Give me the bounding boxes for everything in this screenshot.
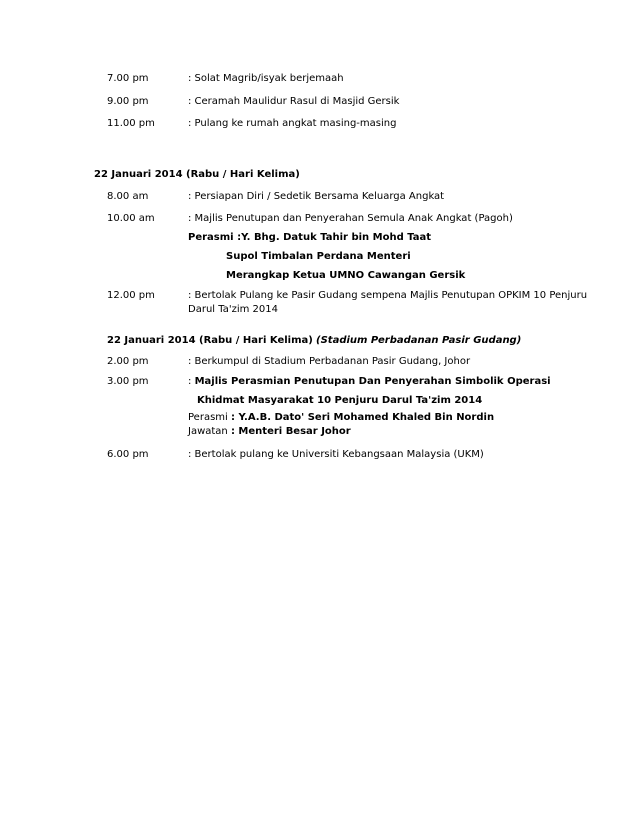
day-heading-date: 22 Januari 2014 (Rabu / Hari Kelima) xyxy=(107,335,313,346)
day-heading: 22 Januari 2014 (Rabu / Hari Kelima) xyxy=(94,169,300,180)
time-10am: 10.00 am xyxy=(107,213,155,224)
colon: : xyxy=(188,376,195,387)
jawatan-value: : Menteri Besar Johor xyxy=(230,426,351,437)
time-8am: 8.00 am xyxy=(107,191,149,202)
perasmi-label: Perasmi xyxy=(188,412,231,423)
day-heading-venue: (Stadium Perbadanan Pasir Gudang) xyxy=(316,335,522,346)
time-11pm: 11.00 pm xyxy=(107,118,155,129)
jawatan-label: Jawatan xyxy=(188,426,231,437)
activity-ceramah: : Ceramah Maulidur Rasul di Masjid Gersik xyxy=(188,96,400,107)
activity-solat: : Solat Magrib/isyak berjemaah xyxy=(188,73,344,84)
activity-bertolak-line2: Darul Ta'zim 2014 xyxy=(188,304,278,315)
activity-berkumpul: : Berkumpul di Stadium Perbadanan Pasir Gudang, Johor xyxy=(188,356,471,367)
perasmi-row xyxy=(188,412,494,423)
perasmi-name: Perasmi :Y. Bhg. Datuk Tahir bin Mohd Taat xyxy=(188,232,432,243)
activity-pulang: : Pulang ke rumah angkat masing-masing xyxy=(188,118,397,129)
activity-persiapan: : Persiapan Diri / Sedetik Bersama Keluarga Angkat xyxy=(188,191,445,202)
time-12pm: 12.00 pm xyxy=(107,290,155,301)
perasmi-value: : Y.A.B. Dato' Seri Mohamed Khaled Bin Nordin xyxy=(230,412,495,423)
time-6pm: 6.00 pm xyxy=(107,449,149,460)
time-2pm: 2.00 pm xyxy=(107,356,149,367)
majlis-title-line1: Majlis Perasmian Penutupan Dan Penyerahan Simbolik Operasi xyxy=(194,376,551,387)
time-9pm: 9.00 pm xyxy=(107,96,149,107)
perasmi-title-2: Merangkap Ketua UMNO Cawangan Gersik xyxy=(226,270,466,281)
activity-bertolak-line1: : Bertolak Pulang ke Pasir Gudang sempena Majlis Penutupan OPKIM 10 Penjuru xyxy=(188,290,588,301)
perasmi-title: Supol Timbalan Perdana Menteri xyxy=(226,251,411,262)
time-7pm: 7.00 pm xyxy=(107,73,149,84)
majlis-title-line2: Khidmat Masyarakat 10 Penjuru Darul Ta'zim 2014 xyxy=(197,395,483,406)
jawatan-row xyxy=(188,426,351,437)
activity-majlis-penutupan: : Majlis Penutupan dan Penyerahan Semula Anak Angkat (Pagoh) xyxy=(188,213,513,224)
day-heading-2 xyxy=(107,335,521,346)
activity-bertolak-ukm: : Bertolak pulang ke Universiti Kebangsaan Malaysia (UKM) xyxy=(188,449,484,460)
activity-majlis-perasmian xyxy=(188,376,551,387)
time-3pm: 3.00 pm xyxy=(107,376,149,387)
